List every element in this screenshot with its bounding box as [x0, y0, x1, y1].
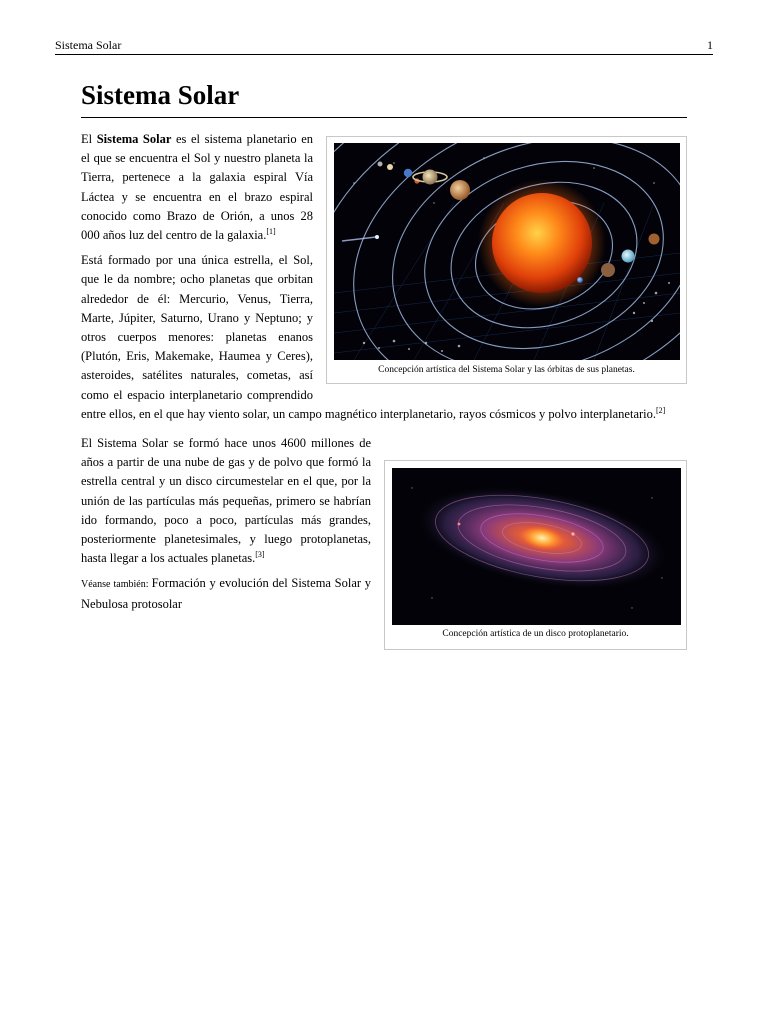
intro-lead-text: El	[81, 132, 97, 146]
formation-text: El Sistema Solar se formó hace unos 4600 millones de años a partir de una nube de gas y de polvo que formó la estrella central y un disco circumestelar en el que, por la unión de las partículas más pequeñas, primero se habrían ido formando, poco a poco, partículas más grandes, posteriormente planetesimales, y luego protoplanetas, hasta llegar a los actuales planetas.	[81, 436, 371, 566]
intro-bold-term: Sistema Solar	[96, 132, 172, 146]
figure-space	[371, 434, 687, 634]
solar-system-caption: Concepción artística del Sistema Solar y las órbitas de sus planetas.	[378, 365, 635, 375]
see-also-links[interactable]: Formación y evolución del Sistema Solar y Nebulosa protosolar	[81, 576, 372, 611]
article-body	[81, 78, 687, 634]
citation-ref-1[interactable]: [1]	[266, 227, 276, 237]
intro-rest-text: es el sistema planetario en el que se encuentra el Sol y nuestro planeta la Tierra, pertenece a la galaxia espiral Vía Láctea y se encuentra en el brazo espiral conocido como Brazo de Orión, a unos 28 000 años luz del centro de la galaxia.	[81, 132, 313, 243]
see-also-label: Véanse también:	[81, 579, 152, 591]
running-title: Sistema Solar	[55, 38, 122, 52]
figure-space	[313, 130, 687, 393]
citation-ref-3[interactable]: [3]	[255, 550, 265, 560]
running-header	[55, 37, 713, 55]
protoplanetary-disk-caption: Concepción artística de un disco protoplanetario.	[442, 629, 629, 639]
page-number: 1	[707, 38, 713, 52]
composition-text: Está formado por una única estrella, el Sol, que le da nombre; ocho planetas que orbitan alrededor de él: Mercurio, Venus, Tierra, Marte, Júpiter, Saturno, Urano y Neptuno; y otros cuerpos menores: planetas enanos (Plutón, Eris, Makemake, Haumea y Ceres), asteroides, satélites naturales, cometas, así como el espacio interplanetario comprendido entre ellos, en el que hay viento solar, un campo magnético interplanetario, rayos cósmicos y polvo interplanetario.	[81, 253, 657, 421]
citation-ref-2[interactable]: [2]	[656, 405, 666, 415]
page-title: Sistema Solar	[81, 78, 687, 118]
